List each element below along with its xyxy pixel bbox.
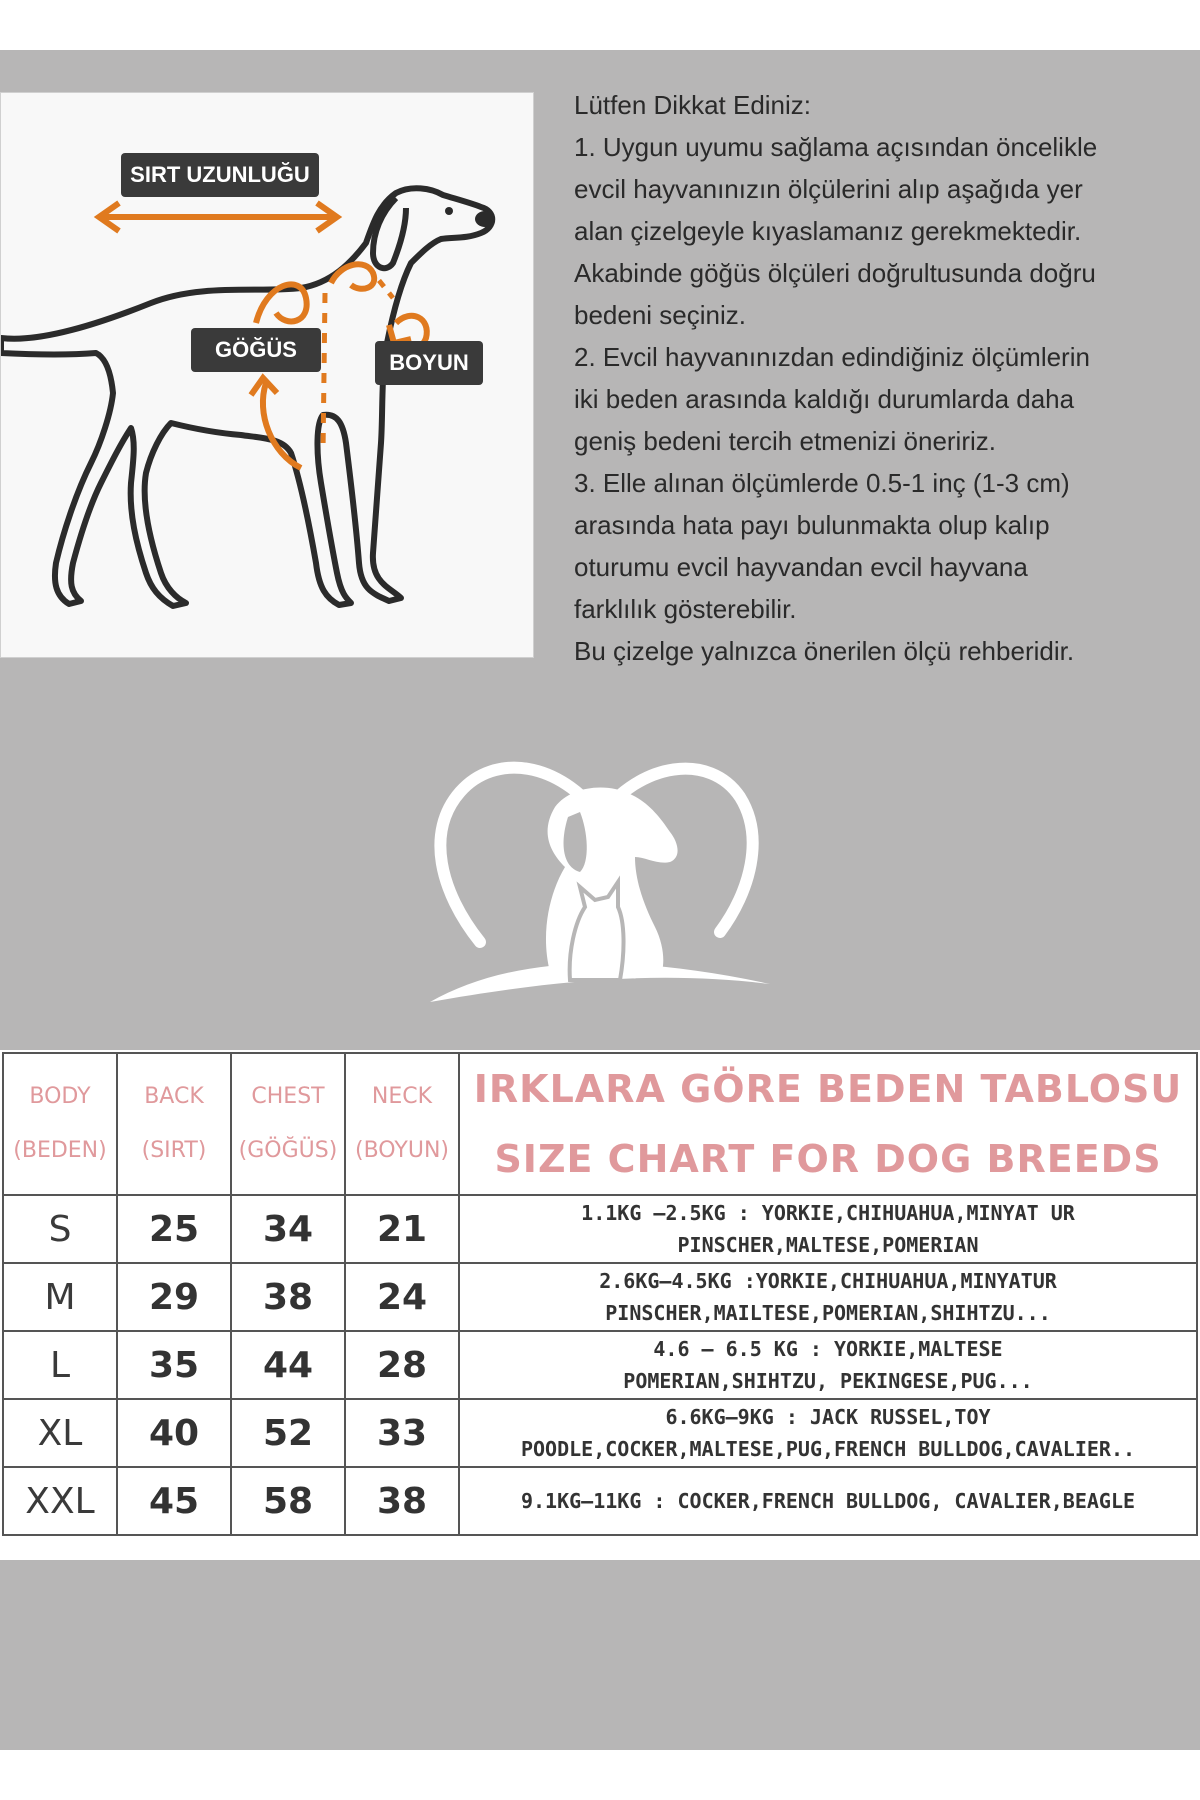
back-value: 45 [117,1467,231,1535]
neck-value: 21 [345,1195,459,1263]
breed-line: 9.1KG–11KG : COCKER,FRENCH BULLDOG, CAVALIER,BEAGLE [520,1489,1136,1513]
breed-line: 1.1KG –2.5KG : YORKIE,CHIHUAHUA,MINYAT UR [581,1201,1075,1225]
header-body-tr: (BEDEN) [13,1138,107,1163]
breed-line: 2.6KG–4.5KG :YORKIE,CHIHUAHUA,MINYATUR [599,1269,1057,1293]
chest-value: 52 [231,1399,345,1467]
size-value: XL [3,1399,117,1467]
note-line: alan çizelgeyle kıyaslamanız gerekmektedir. [574,216,1082,246]
note-line: oturumu evcil hayvandan evcil hayvana [574,552,1028,582]
neck-value: 24 [345,1263,459,1331]
chest-label: GÖĞÜS [191,328,321,372]
note-line: evcil hayvanınızın ölçülerini alıp aşağıda yer [574,174,1083,204]
header-chest [231,1053,345,1195]
notes-title: Lütfen Dikkat Ediniz: [574,90,812,120]
header-chest-tr: (GÖĞÜS) [238,1138,338,1163]
header-back-tr: (SIRT) [141,1138,207,1163]
header-neck-tr: (BOYUN) [355,1138,449,1163]
note-line: 2. Evcil hayvanınızdan edindiğiniz ölçümlerin [574,342,1090,372]
size-value: M [3,1263,117,1331]
note-line: 3. Elle alınan ölçümlerde 0.5-1 inç (1-3 cm) [574,468,1070,498]
neck-label: BOYUN [375,341,483,385]
chest-value: 38 [231,1263,345,1331]
breed-line: 4.6 – 6.5 KG : YORKIE,MALTESE [653,1337,1003,1361]
note-line: bedeni seçiniz. [574,300,746,330]
table-row [3,1195,1197,1263]
header-body [3,1053,117,1195]
back-value: 35 [117,1331,231,1399]
table-row [3,1331,1197,1399]
breed-info [459,1467,1197,1535]
note-line: Bu çizelge yalnızca önerilen ölçü rehberidir. [574,636,1075,666]
table-row [3,1467,1197,1535]
note-line: farklılık gösterebilir. [574,594,797,624]
breed-info [459,1263,1197,1331]
breed-info [459,1195,1197,1263]
breed-line: PINSCHER,MAILTESE,POMERIAN,SHIHTZU... [605,1301,1051,1325]
breed-line: POODLE,COCKER,MALTESE,PUG,FRENCH BULLDOG,CAVALIER.. [520,1437,1136,1461]
breed-line: 6.6KG–9KG : JACK RUSSEL,TOY [665,1405,991,1429]
neck-value: 38 [345,1467,459,1535]
neck-value: 33 [345,1399,459,1467]
size-chart [0,1050,1200,1560]
table-row [3,1263,1197,1331]
chest-value: 44 [231,1331,345,1399]
back-value: 29 [117,1263,231,1331]
note-line: iki beden arasında kaldığı durumlarda daha [574,384,1075,414]
note-line: arasında hata payı bulunmakta olup kalıp [574,510,1050,540]
chart-title [459,1053,1197,1195]
dog-measurement-diagram [0,92,534,658]
size-value: L [3,1331,117,1399]
header-back-en: BACK [144,1084,204,1109]
breed-info [459,1399,1197,1467]
header-back [117,1053,231,1195]
note-line: Akabinde göğüs ölçüleri doğrultusunda doğru [574,258,1096,288]
back-length-label: SIRT UZUNLUĞU [121,153,319,197]
size-chart-table [2,1052,1198,1536]
chest-value: 34 [231,1195,345,1263]
back-value: 25 [117,1195,231,1263]
header-body-en: BODY [29,1084,91,1109]
table-header-row [3,1053,1197,1195]
heart-dog-cat-logo-icon [420,722,780,1022]
back-value: 40 [117,1399,231,1467]
note-line: 1. Uygun uyumu sağlama açısından öncelikle [574,132,1098,162]
notes-block [574,84,1194,672]
chest-value: 58 [231,1467,345,1535]
breed-line: POMERIAN,SHIHTZU, PEKINGESE,PUG... [623,1369,1033,1393]
breed-info [459,1331,1197,1399]
chart-title-en: SIZE CHART FOR DOG BREEDS [494,1137,1162,1181]
table-row [3,1399,1197,1467]
breed-line: PINSCHER,MALTESE,POMERIAN [677,1233,979,1257]
note-line: geniş bedeni tercih etmenizi öneririz. [574,426,996,456]
header-neck-en: NECK [371,1084,433,1109]
chart-title-tr: IRKLARA GÖRE BEDEN TABLOSU [473,1067,1183,1111]
header-chest-en: CHEST [251,1084,325,1109]
size-value: S [3,1195,117,1263]
header-neck [345,1053,459,1195]
neck-value: 28 [345,1331,459,1399]
size-value: XXL [3,1467,117,1535]
